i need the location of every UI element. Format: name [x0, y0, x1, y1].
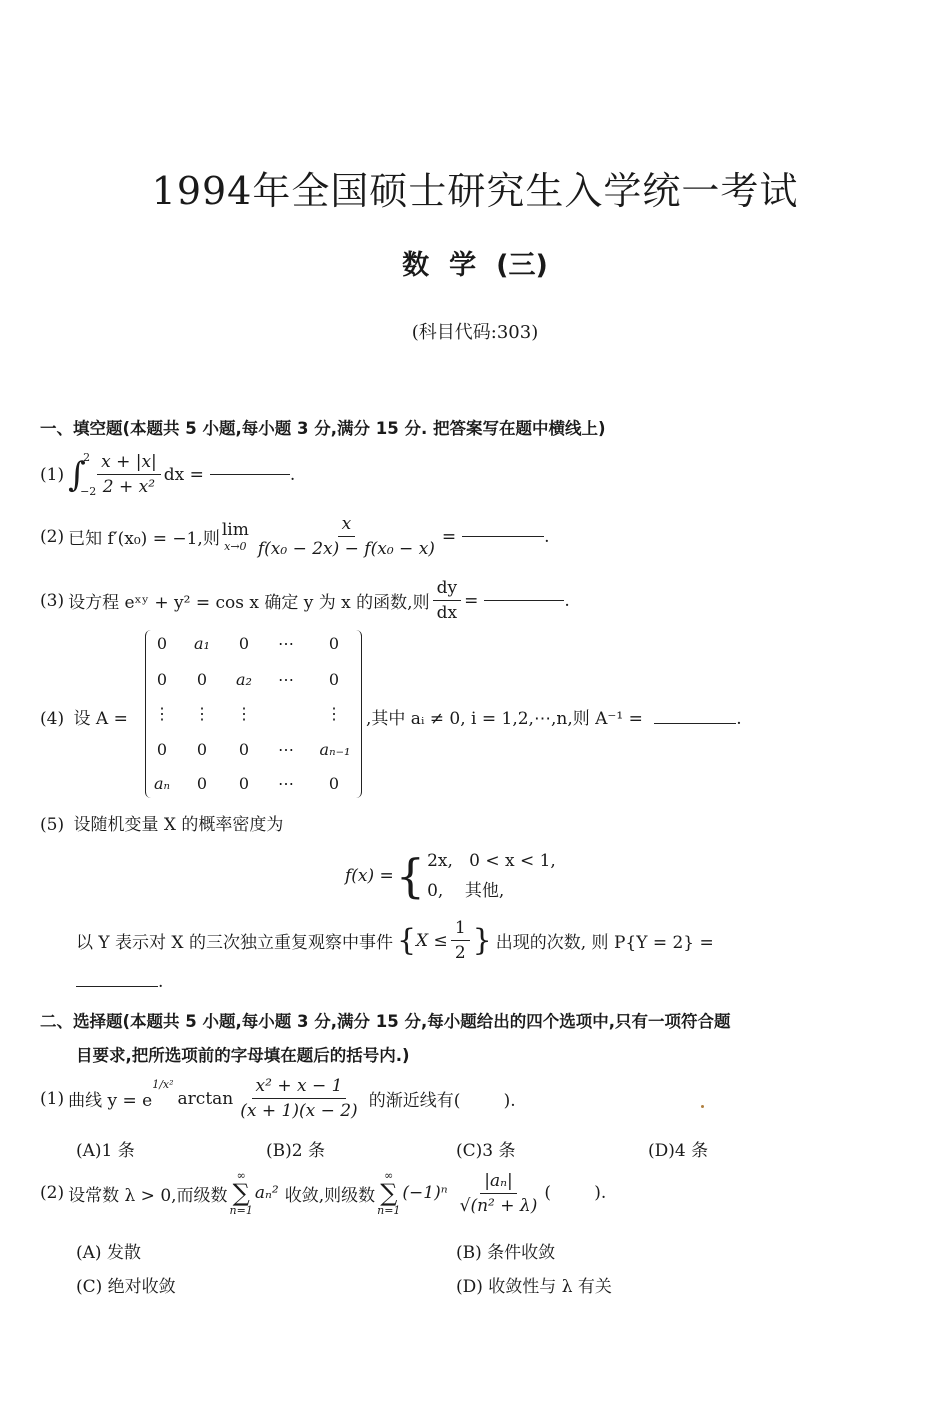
s2-q2-denominator: √(n² + λ)	[459, 1195, 538, 1216]
matrix-cell: 0	[238, 774, 250, 793]
matrix-cell: ⋮	[154, 704, 170, 723]
event-frac-num: 1	[451, 918, 470, 941]
s1-q3-num: (3)	[40, 590, 65, 611]
s1-q1-numerator: x + |x|	[97, 452, 161, 475]
s1-q2-eq: =	[441, 526, 457, 547]
subject-title	[0, 243, 950, 282]
event-frac-den: 2	[454, 943, 466, 963]
subject-char-3: (三)	[496, 250, 548, 281]
matrix-cell: 0	[328, 670, 340, 689]
matrix-cell: 0	[156, 670, 168, 689]
section2-heading-line1: 二、选择题(本题共 5 小题,每小题 3 分,满分 15 分,每小题给出的四个选项中,只有一项符合题	[40, 1012, 731, 1031]
sum2-bot: n=1	[377, 1204, 401, 1217]
s2-q1-num: (1)	[40, 1088, 65, 1109]
s1-q2-lim-sub: x→0	[224, 540, 247, 553]
matrix-cell: aₙ	[153, 774, 171, 793]
density-label: f(x) =	[345, 866, 394, 886]
s2-q2-option-b: (B) 条件收敛	[456, 1243, 556, 1263]
matrix-cell: ⋯	[278, 774, 294, 793]
int-upper: 2	[83, 450, 91, 464]
s2-q2-suffix: ( ).	[544, 1183, 607, 1203]
s1-q1-num: (1)	[40, 464, 65, 485]
sum2-term: (−1)ⁿ	[402, 1183, 448, 1203]
sum2-top: ∞	[384, 1169, 394, 1182]
s2-q2-mid: 收敛,则级数	[284, 1185, 376, 1206]
s1-q3-answer-blank	[484, 600, 564, 601]
s1-q1-tail: dx =	[163, 464, 204, 485]
matrix-cell: 0	[328, 634, 340, 653]
matrix-cell: a₂	[236, 670, 252, 689]
matrix-cell: 0	[238, 740, 250, 759]
s2-q2	[40, 1170, 606, 1216]
s2-q2-option-d: (D) 收敛性与 λ 有关	[456, 1277, 612, 1297]
s1-q2-numerator: x	[338, 514, 356, 537]
s2-q2-prefix: 设常数 λ > 0,而级数	[68, 1185, 228, 1206]
s1-q5-answer-line: .	[76, 972, 163, 992]
s1-q4-suffix-line: ,其中 aᵢ ≠ 0, i = 1,2,⋯,n,则 A⁻¹ = .	[366, 709, 742, 729]
s1-q5-num: (5)	[40, 815, 65, 835]
sum-symbol-1: ∞ ∑ n=1	[229, 1169, 253, 1217]
s1-q3-frac-den: dx	[436, 603, 458, 623]
s2-q2-option-a: (A) 发散	[76, 1243, 141, 1263]
matrix-cell: aₙ₋₁	[319, 740, 351, 759]
s2-q1-numerator: x² + x − 1	[252, 1076, 347, 1099]
matrix-A	[145, 630, 362, 798]
s1-q2-answer-blank	[462, 536, 544, 537]
section1-heading: 一、填空题(本题共 5 小题,每小题 3 分,满分 15 分. 把答案写在题中横线上)	[40, 419, 606, 438]
scan-speck	[701, 1105, 704, 1108]
event-left-brace: {	[396, 923, 417, 958]
matrix-cell: ⋮	[236, 704, 252, 723]
density-function	[345, 846, 556, 906]
matrix-cell: 0	[196, 670, 208, 689]
s1-q5-line2-a: 以 Y 表示对 X 的三次独立重复观察中事件	[76, 933, 393, 953]
matrix-cell: 0	[196, 774, 208, 793]
s1-q1-answer-blank	[210, 474, 290, 475]
matrix-cell: ⋮	[194, 704, 210, 723]
s2-q1-option-c: (C)3 条	[456, 1141, 516, 1161]
s1-q2-denominator: f(x₀ − 2x) − f(x₀ − x)	[257, 539, 435, 559]
matrix-cell: ⋯	[278, 634, 294, 653]
subject-char-2: 学	[449, 250, 477, 281]
s1-q4-suffix: ,其中 aᵢ ≠ 0, i = 1,2,⋯,n,则 A⁻¹ =	[366, 709, 643, 729]
s2-q1-arctan: arctan	[177, 1088, 234, 1109]
s2-q1-option-a: (A)1 条	[76, 1141, 135, 1161]
int-lower: −2	[80, 484, 97, 498]
exam-title: 1994年全国硕士研究生入学统一考试	[151, 169, 799, 213]
s1-q4-answer-blank	[654, 723, 736, 724]
sum1-top: ∞	[236, 1169, 246, 1182]
s1-q1-denominator: 2 + x²	[102, 477, 156, 497]
matrix-cell: 0	[238, 634, 250, 653]
s1-q5-text: 设随机变量 X 的概率密度为	[73, 815, 284, 835]
s2-q1-option-d: (D)4 条	[648, 1141, 709, 1161]
s1-q5-line1	[40, 810, 283, 835]
s1-q3-frac-num: dy	[433, 578, 462, 601]
s1-q2-num: (2)	[40, 526, 65, 547]
left-brace: {	[395, 849, 426, 903]
s1-q3-eq: =	[464, 590, 479, 611]
s2-q1-suffix: 的渐近线有( ).	[368, 1091, 516, 1111]
matrix-cell: 0	[156, 634, 168, 653]
s1-q5-line2	[76, 918, 714, 963]
s2-q1-exp: 1/x²	[152, 1078, 174, 1091]
s2-q2-numerator: |aₙ|	[480, 1171, 516, 1194]
event-right-brace: }	[472, 923, 492, 958]
matrix-cell: 0	[328, 774, 340, 793]
subject-code: (科目代码:303)	[411, 322, 539, 343]
s1-q3: (3) 设方程 eˣʸ + y² = cos x 确定 y 为 x 的函数,则 $\frac{dy}{dx}$ = .	[40, 578, 570, 623]
subject-char-1: 数	[402, 250, 430, 281]
s1-q4-prefix: 设 A =	[73, 709, 128, 729]
integral-sign: ∫ 2 −2	[68, 450, 97, 498]
matrix-cell: ⋯	[278, 670, 294, 689]
density-case-1: 2x, 0 < x < 1,	[427, 851, 556, 871]
sum1-term: aₙ²	[254, 1183, 279, 1203]
s1-q2-prefix: 已知 f′(x₀) = −1,则	[68, 529, 220, 549]
s1-q5-answer-blank	[76, 986, 158, 987]
sum-symbol-2: ∞ ∑ n=1	[377, 1169, 401, 1217]
section2-heading-line2: 目要求,把所选项前的字母填在题后的括号内.)	[76, 1046, 410, 1065]
matrix-cell: 0	[156, 740, 168, 759]
s1-q2: (2) 已知 f′(x₀) = −1,则 lim x→0 $\frac{x}{\text{f(x₀ − 2x) − f(x₀ − x)}}$ = .	[40, 514, 550, 559]
density-case-2: 0, 其他,	[427, 881, 505, 901]
matrix-cell: a₁	[194, 634, 210, 653]
event-lhs: X ≤	[416, 930, 448, 951]
s1-q4-num: (4)	[40, 709, 65, 729]
matrix-cell: ⋮	[326, 704, 342, 723]
s1-q1: (1) ∫ 2 −2 $\frac{x + |x|}{\text{2 + x²}}$ dx = .	[40, 450, 296, 498]
s2-q1-prefix: 曲线 y = e	[68, 1091, 153, 1111]
s1-q3-text: 设方程 eˣʸ + y² = cos x 确定 y 为 x 的函数,则	[68, 593, 430, 613]
s1-q5-line2-b: 出现的次数, 则 P{Y = 2} =	[495, 933, 714, 953]
s1-q4-label	[40, 704, 128, 729]
s2-q2-num: (2)	[40, 1183, 65, 1203]
s2-q1-denominator: (x + 1)(x − 2)	[240, 1101, 358, 1121]
matrix-cell: 0	[196, 740, 208, 759]
s2-q1	[40, 1076, 516, 1121]
s2-q1-option-b: (B)2 条	[266, 1141, 325, 1161]
s1-q2-lim: lim	[221, 520, 249, 540]
s2-q2-option-c: (C) 绝对收敛	[76, 1277, 176, 1297]
sum1-bot: n=1	[229, 1204, 253, 1217]
matrix-cell: ⋯	[278, 740, 294, 759]
